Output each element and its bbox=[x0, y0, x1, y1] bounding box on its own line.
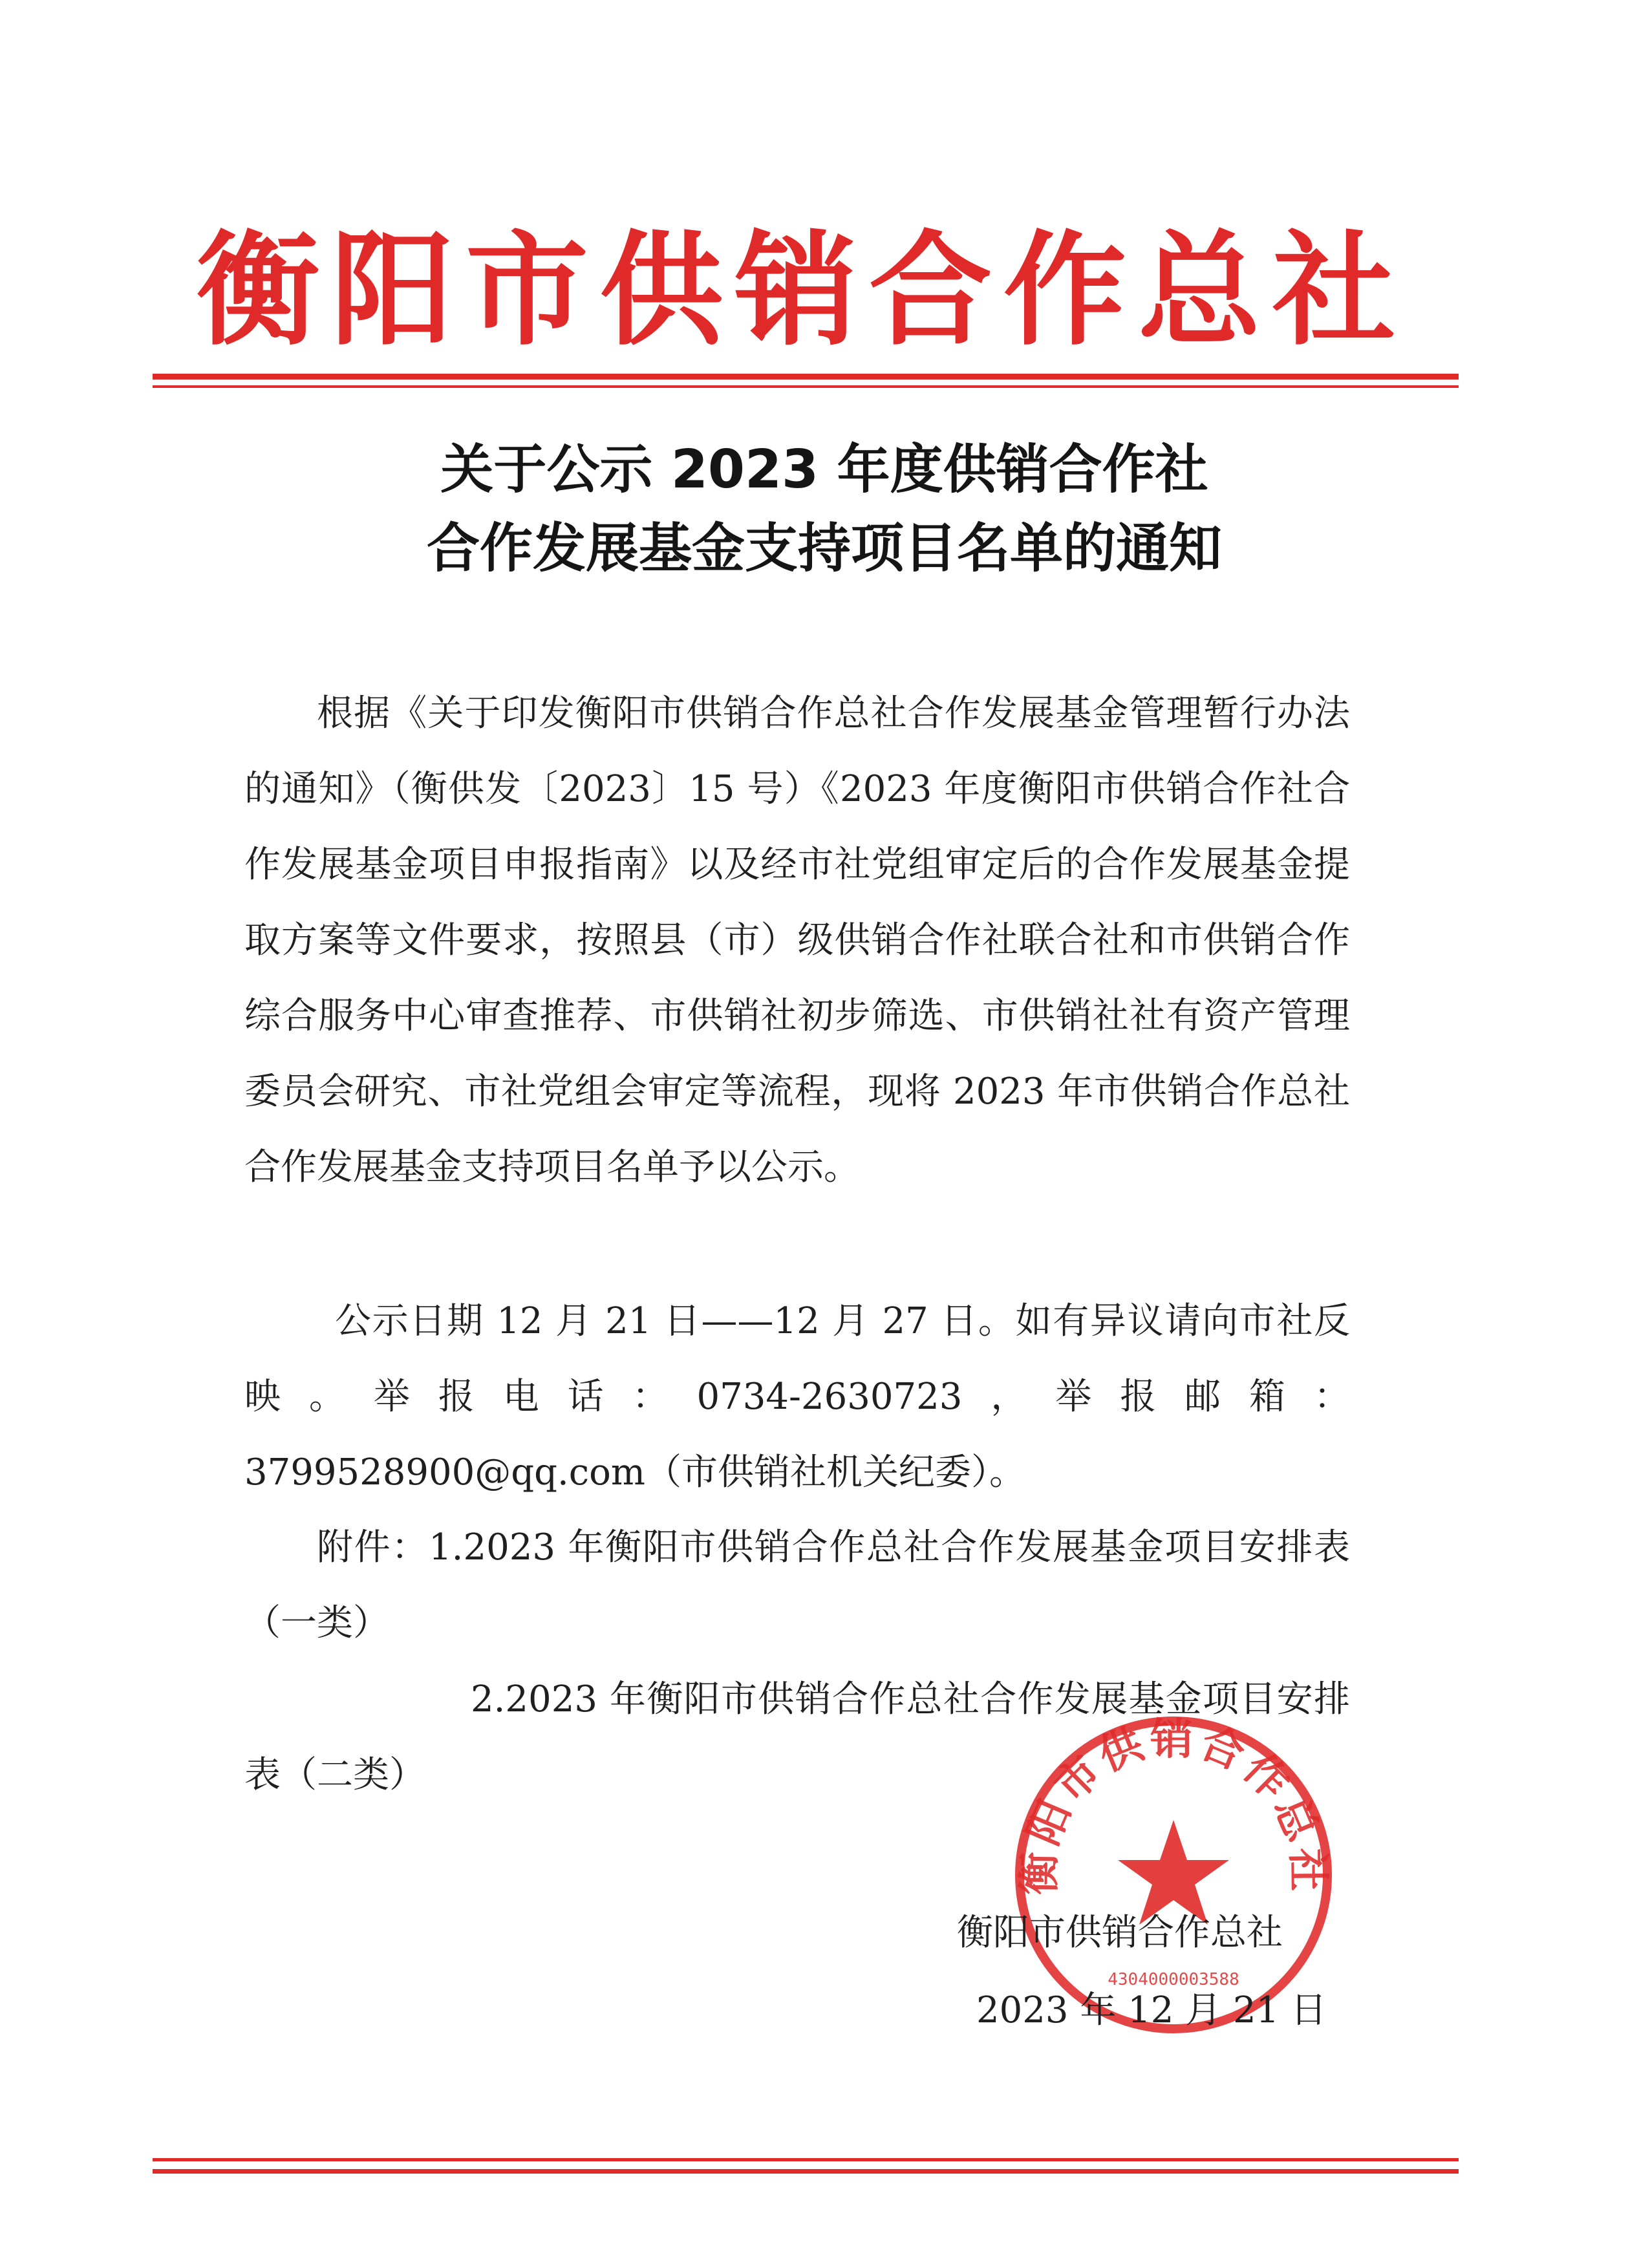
attachment-item-1: 附件：1.2023 年衡阳市供销合作总社合作发展基金项目安排表（一类） bbox=[244, 1526, 1350, 1644]
footer-rule-thick bbox=[153, 2169, 1459, 2174]
masthead-org-name: 衡阳市供销合作总社 bbox=[196, 219, 1407, 362]
seal-text: 衡阳市供销合作总社 bbox=[1014, 1714, 1333, 1896]
seal-code: 4304000003588 bbox=[1108, 1970, 1239, 1989]
paragraph-basis: 根据《关于印发衡阳市供销合作总社合作发展基金管理暂行办法的通知》（衡供发〔2023〕15 号）《2023 年度衡阳市供销合作社合作发展基金项目申报指南》以及经市社党组审定后的合作发展基金提取方案等文件要求，按照县（市）级供销合作社联合社和市供销合作综合服务中心审查推荐、市供销社初步筛选、市供销社社有资产管理委员会研究、市社党组会审定等流程，现将 2023 年市供销合作总社合作发展基金支持项目名单予以公示。 bbox=[244, 692, 1350, 1188]
attachment-list bbox=[244, 1510, 1350, 1661]
body-paragraph-notice bbox=[244, 1283, 1350, 1510]
masthead-rule-thick bbox=[153, 374, 1459, 380]
signature-org: 衡阳市供销合作总社 bbox=[957, 1912, 1283, 1954]
attachment-item-2: 2.2023 年衡阳市供销合作总社合作发展基金项目安排表（二类） bbox=[244, 1678, 1350, 1796]
signature-date: 2023 年 12 月 21 日 bbox=[976, 1989, 1327, 2031]
masthead-rule-thin bbox=[153, 385, 1459, 388]
document-title-line2: 合作发展基金支持项目名单的通知 bbox=[426, 518, 1222, 579]
footer-rule-thin bbox=[153, 2158, 1459, 2161]
paragraph-notice-period: 公示日期 12 月 21 日——12 月 27 日。如有异议请向市社反映。举报电话：0734-2630723，举报邮箱：3799528900@qq.com（市供销社机关纪委）。 bbox=[244, 1300, 1350, 1493]
body-paragraph-main bbox=[244, 676, 1350, 1205]
document-title-line1: 关于公示 2023 年度供销合作社 bbox=[440, 439, 1208, 500]
